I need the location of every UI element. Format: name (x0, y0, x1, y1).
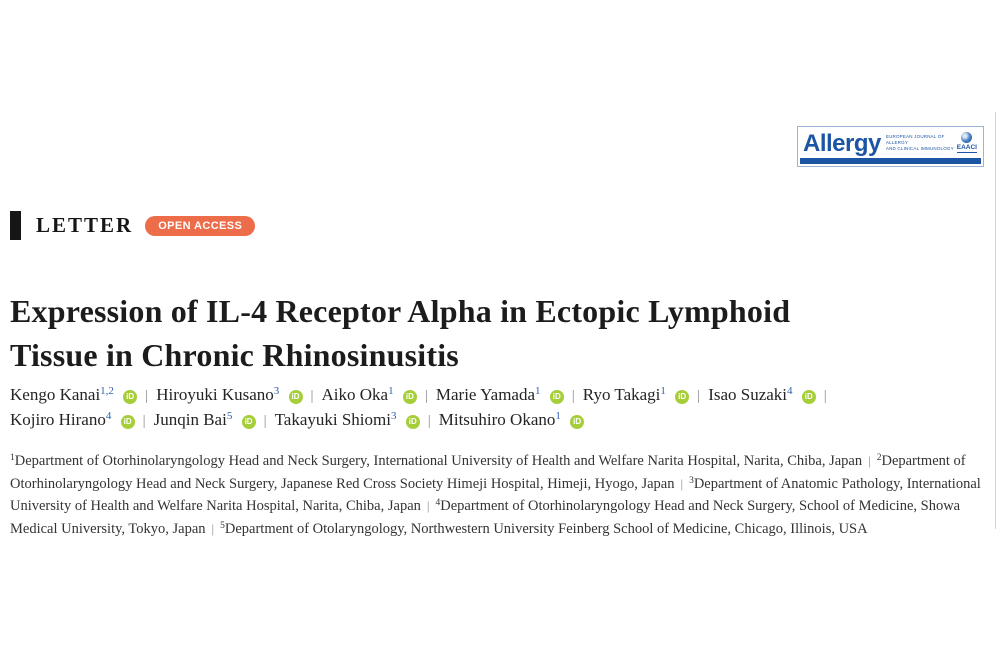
orcid-icon[interactable]: iD (123, 390, 137, 404)
article-title-line1: Expression of IL-4 Receptor Alpha in Ectopic Lymphoid (10, 293, 791, 329)
author-affiliation-superscript: 5 (226, 410, 233, 422)
author-name: Kengo Kanai (10, 385, 101, 404)
author-name: Aiko Oka (321, 385, 389, 404)
author (156, 385, 302, 404)
affiliation-number: 5 (220, 520, 225, 531)
affiliation-item (220, 521, 867, 537)
journal-logo-content (803, 128, 979, 157)
article-type-label: LETTER (36, 213, 134, 237)
orcid-icon[interactable]: iD (406, 415, 420, 429)
author (154, 410, 256, 429)
affiliation-number: 3 (689, 475, 694, 486)
affiliation-separator: | (211, 520, 215, 536)
author-affiliation-superscript: 1,2 (100, 385, 114, 397)
author-name: Kojiro Hirano (10, 410, 106, 429)
author (275, 410, 420, 429)
author-name: Marie Yamada (435, 385, 536, 404)
open-access-badge: OPEN ACCESS (145, 216, 255, 236)
author-affiliation-superscript: 1 (388, 385, 394, 397)
author (436, 385, 564, 404)
author-affiliation-superscript: 1 (535, 385, 541, 397)
logo-bottom-bar (800, 158, 981, 164)
orcid-icon[interactable]: iD (121, 415, 135, 429)
journal-tagline-line1: EUROPEAN JOURNAL OF ALLERGY (885, 133, 945, 145)
author-separator: | (823, 388, 827, 404)
author-separator: | (145, 388, 149, 404)
affiliation-text: Department of Otorhinolaryngology Head and Neck Surgery, International University of Health and Welfare Narita Hospital, Narita, Chiba, Japan (14, 453, 863, 469)
author-affiliation-superscript: 3 (273, 385, 280, 397)
affiliation-item (10, 453, 862, 469)
affiliation-text: Department of Otorhinolaryngology Head and Neck Surgery, Japanese Red Cross Society Himeji Hospital, Himeji, Hyogo, Japan (10, 453, 966, 492)
author (322, 385, 417, 404)
author (583, 385, 689, 404)
author-affiliation-superscript: 4 (105, 410, 112, 422)
author-separator: | (571, 388, 575, 404)
affiliation-number: 2 (876, 453, 882, 463)
affiliation-number: 4 (435, 498, 441, 508)
author (439, 410, 584, 429)
author-separator: | (427, 413, 431, 429)
author-separator: | (263, 413, 267, 429)
author-affiliation-superscript: 1 (555, 410, 561, 422)
author-name: Mitsuhiro Okano (438, 410, 556, 429)
author-name: Junqin Bai (153, 410, 227, 429)
affiliation-separator: | (680, 475, 684, 491)
orcid-icon[interactable]: iD (289, 390, 303, 404)
type-marker-bar (10, 211, 21, 240)
orcid-icon[interactable]: iD (802, 390, 816, 404)
society-name: EAACI (956, 144, 977, 151)
affiliation-number: 1 (10, 453, 15, 463)
author (708, 385, 816, 404)
author-separator: | (142, 413, 146, 429)
orcid-icon[interactable]: iD (403, 390, 417, 404)
journal-tagline-line2: AND CLINICAL IMMUNOLOGY (885, 145, 954, 151)
affiliation-separator: | (426, 498, 430, 513)
affiliation-text: Department of Otolaryngology, Northwestern University Feinberg School of Medicine, Chicago, Illinois, USA (224, 520, 868, 537)
globe-icon (961, 132, 972, 143)
article-title (10, 289, 970, 377)
affiliation-text: Department of Otorhinolaryngology Head and Neck Surgery, School of Medicine, Showa Medical University, Tokyo, Japan (10, 498, 961, 537)
journal-name: Allergy (803, 129, 881, 157)
author-separator: | (424, 388, 428, 404)
author (10, 385, 137, 404)
author-name: Hiroyuki Kusano (156, 385, 274, 404)
author-affiliation-superscript: 1 (660, 385, 666, 397)
affiliation-separator: | (868, 453, 871, 468)
article-type-row (10, 211, 255, 240)
page-edge-line (995, 112, 996, 529)
orcid-icon[interactable]: iD (242, 415, 256, 429)
author-affiliation-superscript: 3 (390, 410, 397, 422)
author-list (10, 383, 950, 433)
affiliation-list (10, 450, 992, 540)
affiliation-text: Department of Anatomic Pathology, International University of Health and Welfare Narita Hospital, Narita, Chiba, Japan (10, 475, 981, 514)
author-name: Takayuki Shiomi (274, 410, 391, 429)
orcid-icon[interactable]: iD (550, 390, 564, 404)
author-name: Isao Suzaki (708, 385, 788, 404)
author (10, 410, 135, 429)
article-title-line2: Tissue in Chronic Rhinosinusitis (10, 337, 459, 373)
author-name: Ryo Takagi (582, 385, 661, 404)
author-affiliation-superscript: 4 (787, 385, 793, 397)
journal-tagline (886, 134, 957, 152)
orcid-icon[interactable]: iD (570, 415, 584, 429)
society-emblem (957, 132, 977, 153)
author-separator: | (310, 388, 314, 404)
author-separator: | (697, 388, 701, 404)
orcid-icon[interactable]: iD (675, 390, 689, 404)
journal-logo (797, 126, 984, 167)
